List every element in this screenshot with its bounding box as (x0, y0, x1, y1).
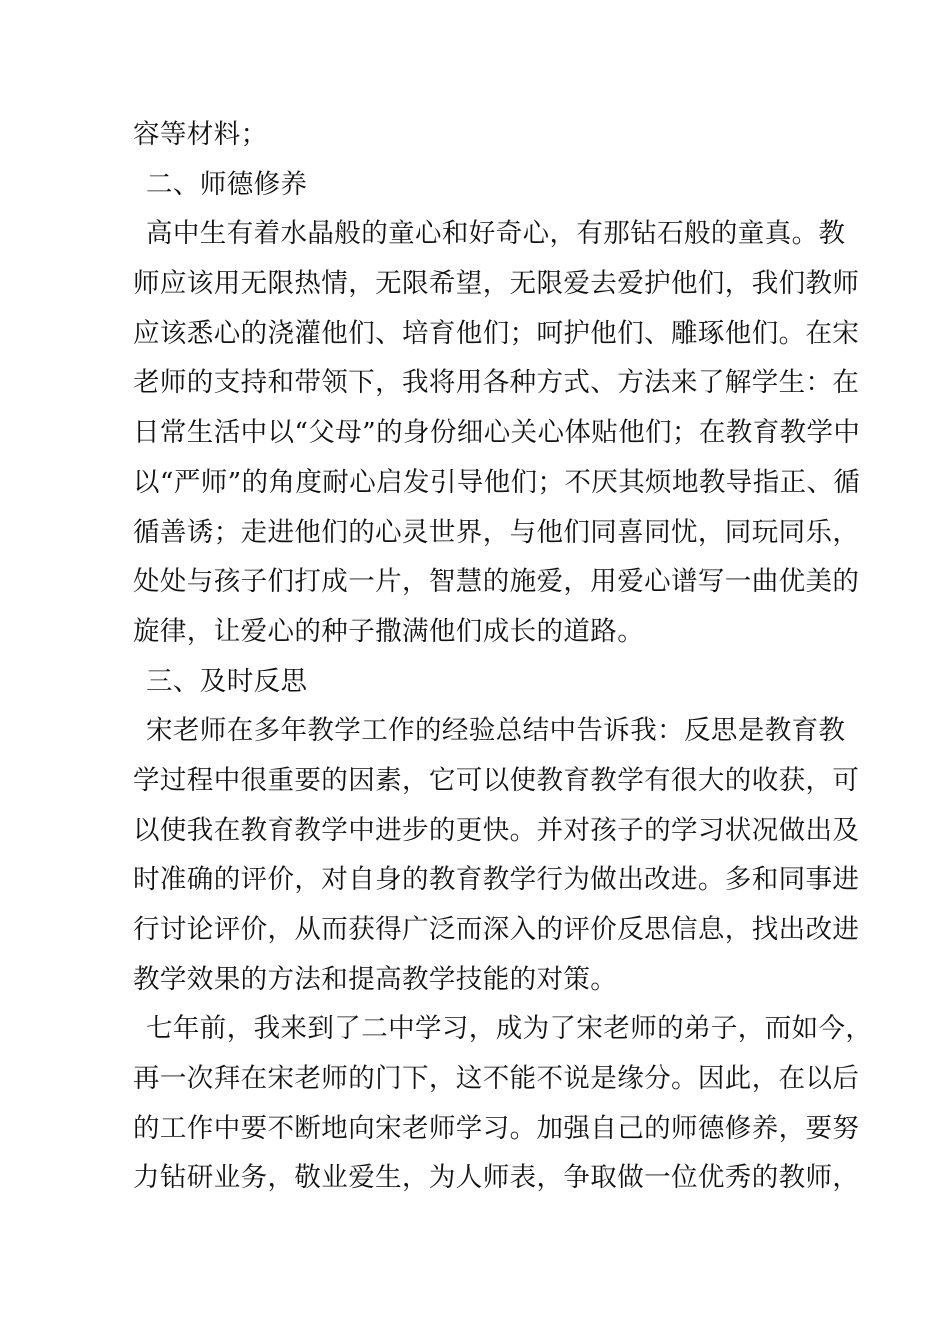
text-line: 老师的支持和带领下，我将用各种方式、方法来了解学生：在 (133, 367, 860, 399)
text-line: 旋律，让爱心的种子撒满他们成长的道路。 (133, 615, 645, 647)
text-line: 的工作中要不断地向宋老师学习。加强自己的师德修养，要努 (133, 1112, 860, 1144)
text-line: 师应该用无限热情，无限希望，无限爱去爱护他们，我们教师 (133, 268, 860, 300)
text-line: 二、师德修养 (146, 168, 308, 200)
text-line: 时准确的评价，对自身的教育教学行为做出改进。多和同事进 (133, 864, 860, 896)
document-body (133, 110, 873, 1203)
text-line: 容等材料； (133, 119, 268, 150)
text-line: 教学效果的方法和提高教学技能的对策。 (133, 963, 618, 995)
text-line: 宋老师在多年教学工作的经验总结中告诉我：反思是教育教 (146, 715, 846, 747)
text-line: 以“严师”的角度耐心启发引导他们；不厌其烦地教导指正、循 (133, 466, 861, 498)
text-line: 高中生有着水晶般的童心和好奇心，有那钻石般的童真。教 (146, 218, 846, 250)
text-line: 行讨论评价，从而获得广泛而深入的评价反思信息，找出改进 (133, 914, 860, 945)
text-line: 以使我在教育教学中进步的更快。并对孩子的学习状况做出及 (133, 814, 860, 846)
text-line: 处处与孩子们打成一片，智慧的施爱，用爱心谱写一曲优美的 (133, 566, 860, 598)
text-line: 再一次拜在宋老师的门下，这不能不说是缘分。因此，在以后 (133, 1063, 860, 1095)
text-line: 三、及时反思 (146, 665, 308, 697)
text-line: 日常生活中以“父母”的身份细心关心体贴他们；在教育教学中 (133, 417, 861, 449)
text-line: 应该悉心的浇灌他们、培育他们；呵护他们、雕琢他们。在宋 (133, 317, 860, 349)
text-line: 七年前，我来到了二中学习，成为了宋老师的弟子，而如今， (146, 1013, 873, 1045)
text-line: 力钻研业务，敬业爱生，为人师表，争取做一位优秀的教师， (133, 1162, 860, 1194)
text-line: 循善诱；走进他们的心灵世界，与他们同喜同忧，同玩同乐， (133, 516, 860, 548)
text-line: 学过程中很重要的因素，它可以使教育教学有很大的收获，可 (133, 764, 860, 796)
